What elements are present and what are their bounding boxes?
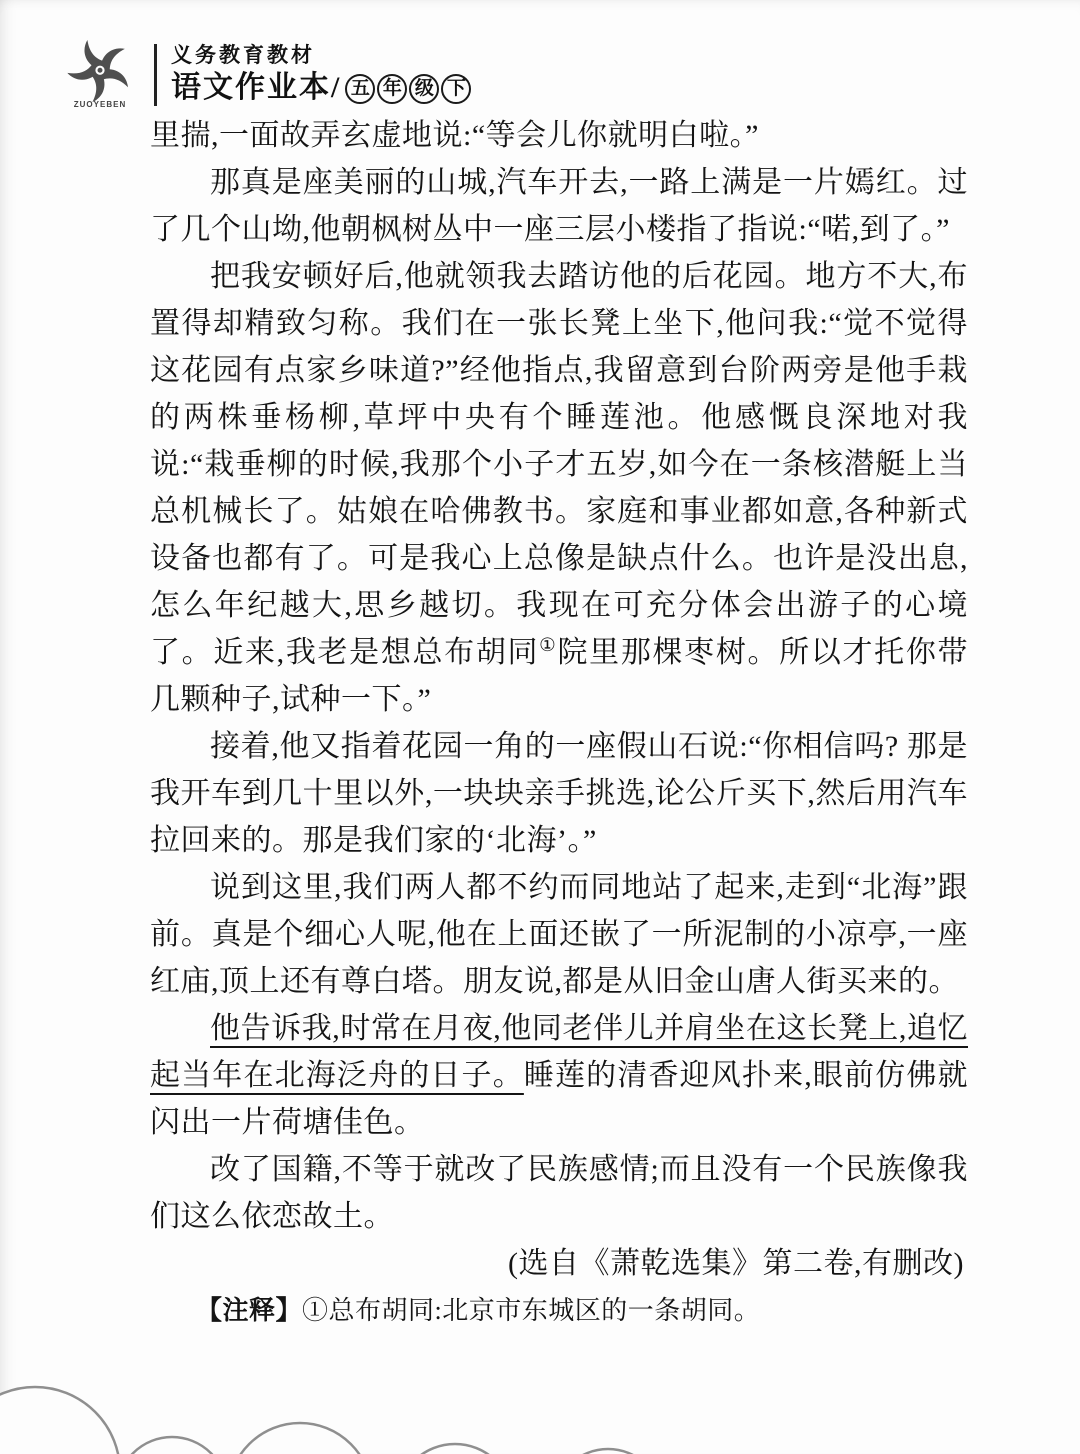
book-title: 语文作业本/ bbox=[171, 71, 342, 105]
paragraph-text: 那真是座美丽的山城,汽车开去,一路上满是一片嫣红。过了几个山坳,他朝枫树丛中一座三层小楼指了指说:“喏,到了。” bbox=[150, 166, 968, 246]
grade-badges bbox=[343, 74, 471, 104]
footnote-marker: ① bbox=[539, 635, 558, 656]
cloud-decoration bbox=[0, 1322, 700, 1454]
article-body bbox=[150, 112, 968, 1334]
paragraph-text: 睡莲的清香迎风扑来,眼前仿佛就闪出一片荷塘佳色。 bbox=[150, 1059, 969, 1139]
publisher-logo bbox=[56, 40, 144, 109]
series-label: 义务教育教材 bbox=[171, 43, 315, 68]
article-paragraph bbox=[150, 253, 968, 723]
paragraph-text: 改了国籍,不等于就改了民族感情;而且没有一个民族像我们这么依恋故土。 bbox=[150, 1153, 968, 1233]
attribution-text: (选自《萧乾选集》第二卷,有删改) bbox=[508, 1247, 964, 1280]
grade-badge: 下 bbox=[441, 74, 471, 104]
paragraph-text: 把我安顿好后,他就领我去踏访他的后花园。地方不大,布置得却精致匀称。我们在一张长凳上坐下,他问我:“觉不觉得这花园有点家乡味道?”经他指点,我留意到台阶两旁是他手栽的两株垂杨柳,草坪中央有个睡莲池。他感慨良深地对我说:“栽垂柳的时候,我那个小子才五岁,如今在一条核潜艇上当总机械长了。姑娘在哈佛教书。家庭和事业都如意,各种新式设备也都有了。可是我心上总像是缺点什么。也许是没出息,怎么年纪越大,思乡越切。我现在可充分体会出游子的心境了。近来,我老是想总布胡同 bbox=[150, 260, 968, 669]
paragraph-text: 院里那棵枣树。所以才托你带几颗种子,试种一下。” bbox=[150, 636, 969, 716]
book-title-row bbox=[171, 71, 471, 106]
logo-caption: ZUOYEBEN bbox=[73, 100, 127, 109]
article-paragraph bbox=[150, 1005, 968, 1146]
article-paragraph bbox=[150, 864, 968, 1005]
header-divider bbox=[154, 44, 157, 106]
grade-badge: 五 bbox=[345, 74, 375, 104]
article-paragraph bbox=[150, 112, 968, 159]
header-titles bbox=[171, 43, 471, 106]
paragraph-text: 接着,他又指着花园一角的一座假山石说:“你相信吗? 那是我开车到几十里以外,一块块亲手挑选,论公斤买下,然后用汽车拉回来的。那是我们家的‘北海’。” bbox=[150, 730, 968, 857]
underlined-passage: 他告诉我,时常在月夜,他同老伴儿并肩坐在这长凳上,追忆起当年在北海泛舟的日子。 bbox=[150, 1012, 968, 1092]
page-header bbox=[56, 40, 471, 109]
grade-badge: 级 bbox=[409, 74, 439, 104]
paragraph-text: 里揣,一面故弄玄虚地说:“等会儿你就明白啦。” bbox=[150, 119, 759, 152]
grade-badge: 年 bbox=[377, 74, 407, 104]
article-paragraph bbox=[150, 1146, 968, 1240]
paragraph-text: 说到这里,我们两人都不约而同地站了起来,走到“北海”跟前。真是个细心人呢,他在上面还嵌了一所泥制的小凉亭,一座红庙,顶上还有尊白塔。朋友说,都是从旧金山唐人街买来的。 bbox=[150, 871, 968, 998]
source-attribution bbox=[150, 1240, 968, 1287]
article-paragraph bbox=[150, 723, 968, 864]
footnote-text: ①总布胡同:北京市东城区的一条胡同。 bbox=[302, 1296, 761, 1325]
article-paragraph bbox=[150, 159, 968, 253]
footnote-label: 【注释】 bbox=[196, 1296, 303, 1325]
swirl-logo-icon bbox=[63, 40, 137, 104]
